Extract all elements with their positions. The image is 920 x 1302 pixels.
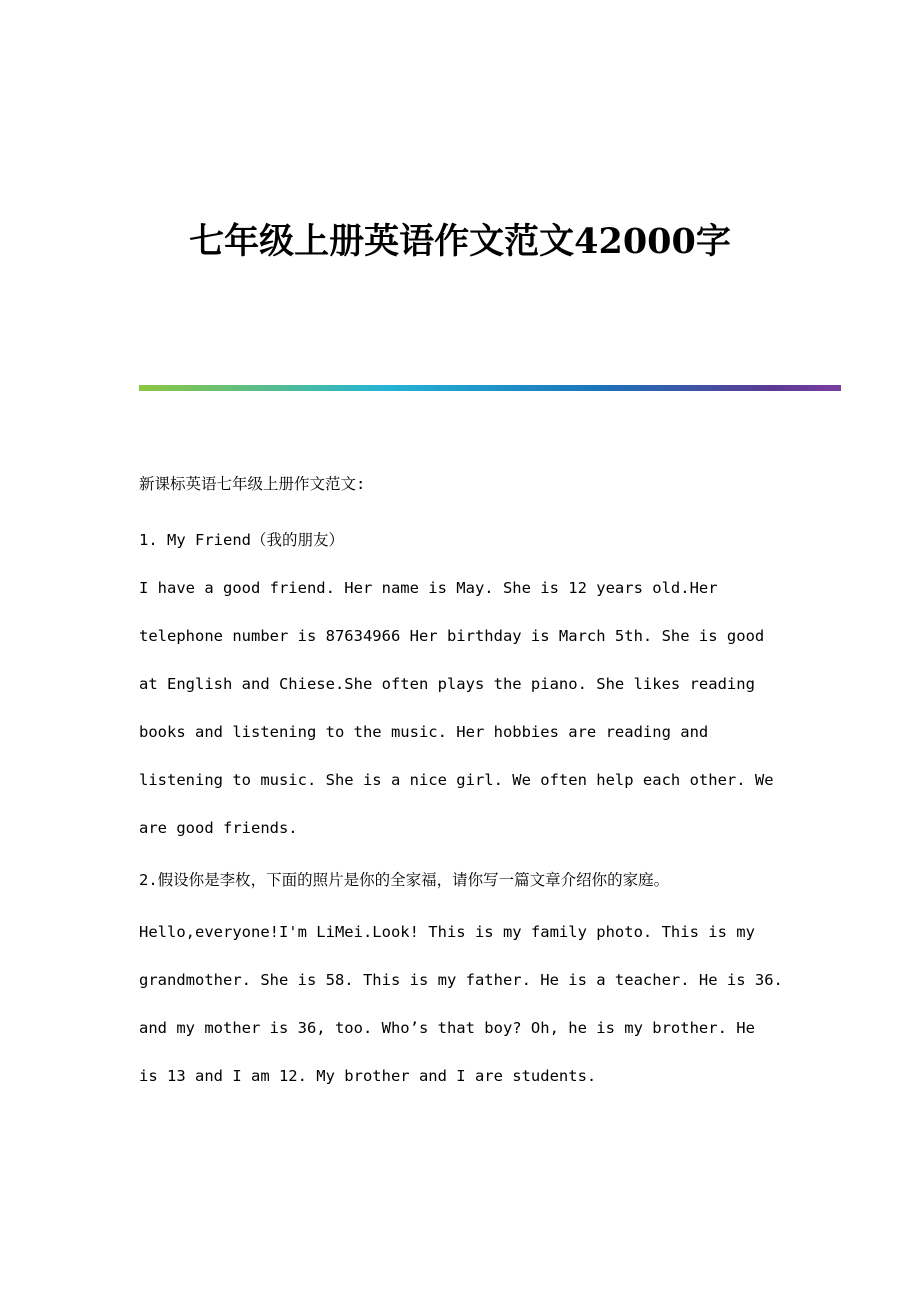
paragraph-line: and my mother is 36, too. Who’s that boy? Oh, he is my brother. He — [139, 1019, 755, 1037]
gradient-divider — [139, 385, 841, 391]
document-body — [139, 468, 789, 1100]
paragraph-line: I have a good friend. Her name is May. She is 12 years old.Her — [139, 579, 718, 597]
page-title: 七年级上册英语作文范文42000字 — [189, 221, 731, 262]
paragraph-line: at English and Chiese.She often plays the piano. She likes reading — [139, 675, 755, 693]
paragraph-line: is 13 and I am 12. My brother and I are students. — [139, 1067, 597, 1085]
section2-paragraph — [139, 908, 789, 1100]
paragraph-line: listening to music. She is a nice girl. We often help each other. We — [139, 771, 774, 789]
paragraph-line: books and listening to the music. Her hobbies are reading and — [139, 723, 709, 741]
section2-heading: 2.假设你是李枚，下面的照片是你的全家福，请你写一篇文章介绍你的家庭。 — [139, 871, 670, 889]
paragraph-line: grandmother. She is 58. This is my father. He is a teacher. He is 36. — [139, 971, 783, 989]
paragraph-line: telephone number is 87634966 Her birthday is March 5th. She is good — [139, 627, 765, 645]
paragraph-line: are good friends. — [139, 819, 298, 837]
paragraph-line: Hello,everyone!I'm LiMei.Look! This is my family photo. This is my — [139, 923, 755, 941]
section1-heading: 1. My Friend（我的朋友） — [139, 531, 344, 549]
intro-line: 新课标英语七年级上册作文范文: — [139, 475, 366, 493]
section1-paragraph — [139, 564, 789, 852]
